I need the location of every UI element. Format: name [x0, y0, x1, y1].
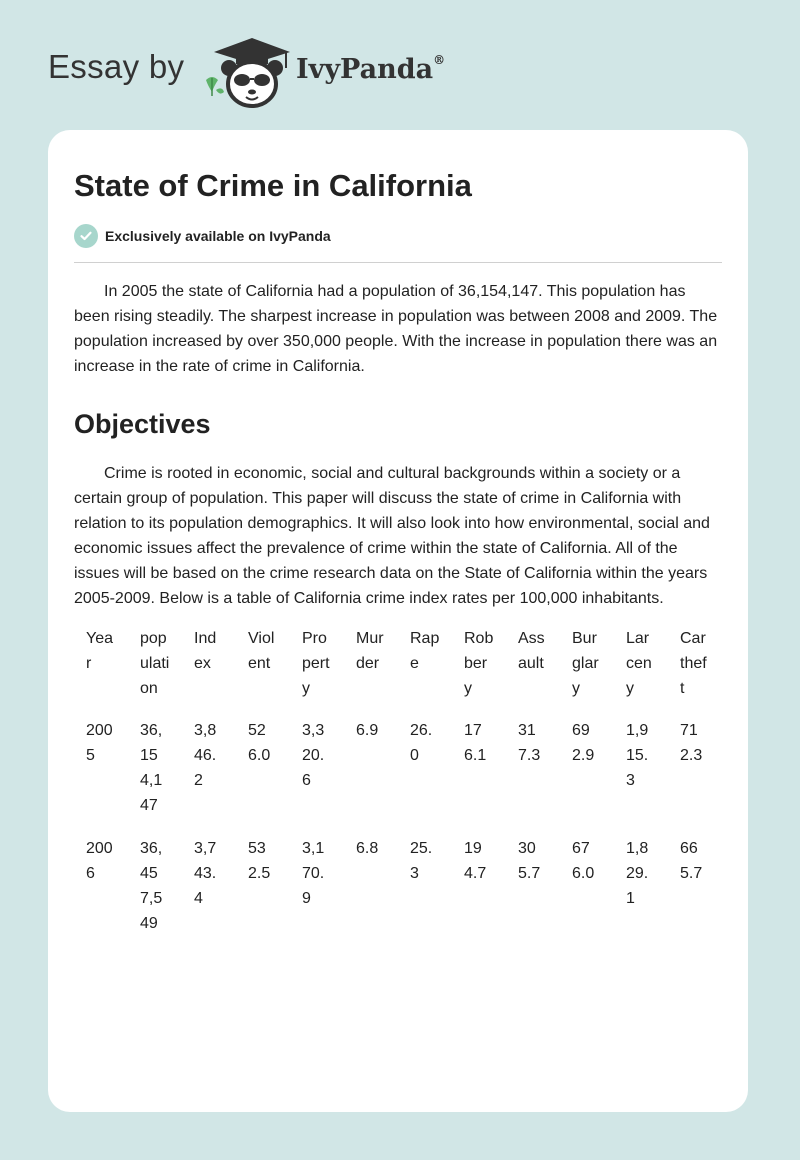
- brand-name[interactable]: [296, 54, 445, 85]
- column-header: Violent: [248, 630, 275, 672]
- table-cell: 176.1: [464, 722, 487, 764]
- table-header-row: [74, 626, 722, 718]
- column-header: Murder: [356, 630, 384, 672]
- table-cell: 692.9: [572, 722, 595, 764]
- divider: [74, 262, 722, 263]
- table-cell: 526.0: [248, 722, 271, 764]
- table-cell: 665.7: [680, 840, 703, 882]
- page-title: State of Crime in California: [74, 168, 472, 203]
- site-header: [48, 34, 748, 114]
- check-icon: [74, 224, 98, 248]
- intro-paragraph: In 2005 the state of California had a population of 36,154,147. This population has been rising steadily. The sharpest increase in population was between 2008 and 2009. The population increased by over 350,000 people. With the increase in population there was an increase in the rate of crime in California.: [74, 283, 718, 375]
- table-cell: 3,743.4: [194, 840, 217, 907]
- table-row: [74, 836, 722, 936]
- column-header: Robbery: [464, 630, 494, 697]
- article-card: [48, 130, 748, 1112]
- table-cell: 6.9: [356, 722, 379, 739]
- table-cell: 317.3: [518, 722, 541, 764]
- table-cell: 1,829.1: [626, 840, 649, 907]
- registered-mark: ®: [433, 53, 446, 67]
- essay-by-label: Essay by: [48, 48, 185, 85]
- column-header: Property: [302, 630, 330, 697]
- table-cell: 36,154,147: [140, 722, 163, 814]
- table-cell: 676.0: [572, 840, 595, 882]
- table-cell: 532.5: [248, 840, 271, 882]
- table-cell: 36,457,549: [140, 840, 163, 932]
- table-cell: 2005: [86, 722, 113, 764]
- column-header: Assault: [518, 630, 545, 672]
- column-header: Year: [86, 630, 113, 672]
- table-cell: 2006: [86, 840, 113, 882]
- crime-rates-table: [74, 626, 722, 936]
- table-row: [74, 718, 722, 836]
- table-cell: 194.7: [464, 840, 487, 882]
- column-header: population: [140, 630, 170, 697]
- table-cell: 3,846.2: [194, 722, 217, 789]
- table-cell: 712.3: [680, 722, 703, 764]
- brand-text: IvyPanda: [296, 54, 434, 85]
- table-cell: 3,320.6: [302, 722, 325, 789]
- objectives-heading: Objectives: [74, 409, 211, 439]
- column-header: Rape: [410, 630, 440, 672]
- column-header: Larceny: [626, 630, 652, 697]
- exclusive-badge: [74, 222, 722, 250]
- column-header: Index: [194, 630, 217, 672]
- panda-logo-icon[interactable]: [202, 34, 302, 110]
- column-header: Car theft: [680, 630, 707, 697]
- exclusive-label: Exclusively available on IvyPanda: [105, 228, 331, 244]
- table-cell: 25.3: [410, 840, 433, 882]
- table-cell: 305.7: [518, 840, 541, 882]
- table-cell: 3,170.9: [302, 840, 325, 907]
- table-cell: 1,915.3: [626, 722, 649, 789]
- objectives-paragraph: Crime is rooted in economic, social and cultural backgrounds within a society or a certain group of population. This paper will discuss the state of crime in California with relation to its population demographics. It will also look into how environmental, social and economic issues affect the prevalence of crime within the state of California. All of the issues will be based on the crime research data on the State of California within the years 2005-2009. Below is a table of California crime index rates per 100,000 inhabitants.: [74, 465, 710, 607]
- table-cell: 6.8: [356, 840, 379, 857]
- column-header: Burglary: [572, 630, 599, 697]
- table-cell: 26.0: [410, 722, 433, 764]
